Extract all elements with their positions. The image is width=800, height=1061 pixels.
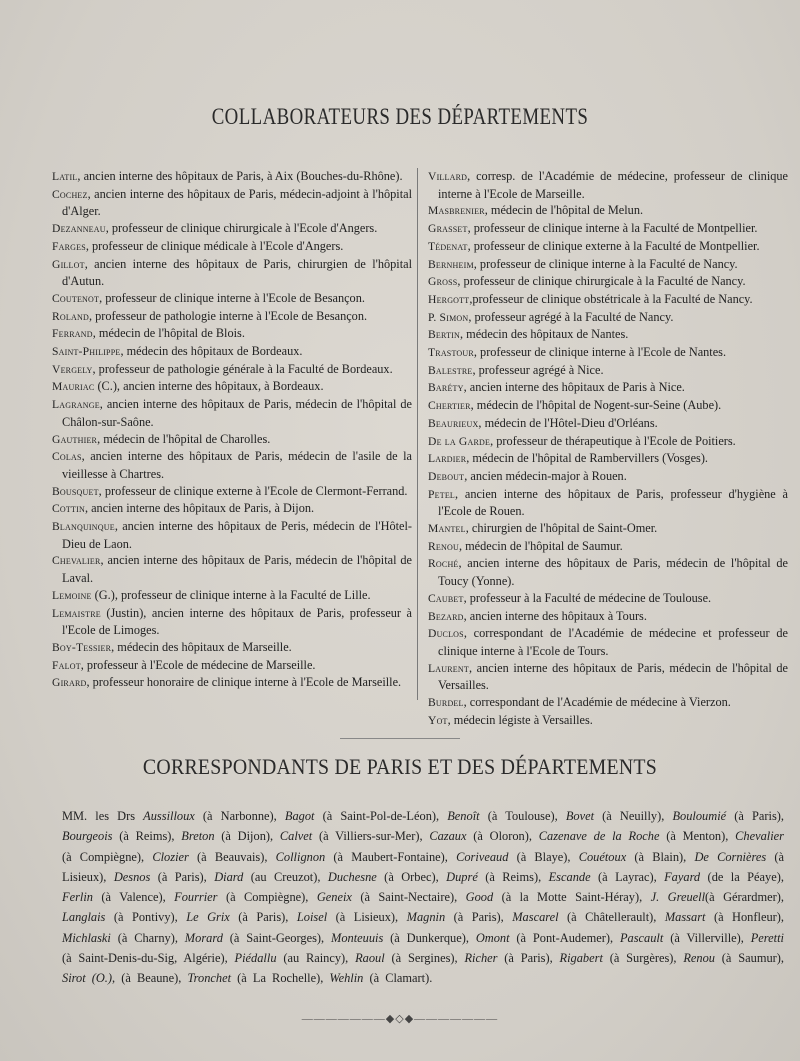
correspondant-name: Sirot (O.) (62, 971, 113, 986)
collaborator-description: , professeur de clinique chirurgicale à la Faculté de Nancy. (457, 274, 746, 289)
collaborator-entry (428, 202, 788, 220)
correspondant-name: Good (465, 890, 494, 905)
correspondant-place: (à Gérardmer), (705, 890, 784, 905)
collaborator-description: , médecin des hôpitaux de Nantes. (460, 327, 629, 342)
correspondant-name: Michlaski (62, 930, 111, 945)
correspondant-place: , (à Beaune), (112, 971, 188, 986)
collaborator-description: , professeur de clinique interne à l'Ecole de Besançon. (99, 290, 365, 305)
correspondant-name: Wehlin (329, 971, 364, 986)
collaborator-entry (52, 552, 412, 586)
correspondant-name: J. Greuell (650, 890, 706, 905)
correspondant-name: De Cornières (694, 849, 767, 864)
collaborator-name: Yot (428, 713, 448, 727)
correspondant-place: (à Compiègne), (62, 849, 153, 864)
collaborator-description: , ancien interne des hôpitaux de Paris, médecin de l'hôpital de Toucy (Yonne). (438, 556, 788, 589)
collaborator-description: , ancien interne des hôpitaux de Paris à Nice. (463, 380, 685, 395)
collaborator-entry (428, 486, 788, 520)
correspondant-name: Monteuuis (331, 930, 384, 945)
collaborator-entry (52, 361, 412, 379)
correspondant-name: Le Grix (186, 910, 230, 925)
collaborator-name: Lemoine (52, 588, 92, 602)
collaborator-description: ,professeur de clinique obstétricale à la Faculté de Nancy. (469, 291, 753, 306)
correspondant-place: (à Valence), (92, 890, 175, 905)
collaborator-description: , ancien interne des hôpitaux de Paris, à Dijon. (84, 501, 315, 516)
collaborator-description: , professeur de clinique interne à la Faculté de Montpellier. (467, 221, 758, 236)
correspondant-place: (à Villiers-sur-Mer), (312, 829, 430, 844)
correspondant-place: (à Narbonne), (194, 809, 285, 823)
collaborator-name: Cochez (52, 187, 88, 201)
correspondant-place: (à Reims), (112, 829, 182, 844)
collaborator-description: , professeur de clinique chirurgicale à l'Ecole d'Angers. (105, 221, 378, 236)
collaborator-entry (52, 605, 412, 639)
collaborator-entry (52, 290, 412, 308)
correspondant-place: (à Dijon), (214, 829, 280, 844)
collaborator-name: Ferrand (52, 327, 93, 341)
collaborator-entry (428, 520, 788, 538)
collaborator-entry (52, 657, 412, 675)
collaborator-entry (52, 674, 412, 692)
collaborator-description: (C.), ancien interne des hôpitaux, à Bordeaux. (94, 379, 324, 394)
correspondant-place: (à Blain), (626, 849, 695, 864)
collaborator-name: Masbrenier (428, 204, 485, 218)
correspondant-name: Pascault (619, 930, 664, 945)
correspondant-place: (à Paris), (150, 869, 215, 884)
correspondants-prefix: MM. les Drs (62, 809, 144, 823)
collaborator-entry (52, 448, 412, 482)
correspondant-place: (à la Motte Saint-Héray), (493, 890, 651, 905)
collaborator-description: , professeur de clinique externe à l'Ecole de Clermont-Ferrand. (98, 483, 408, 498)
correspondant-name: Chevalier (735, 829, 784, 844)
correspondant-place: (à Menton), (659, 829, 736, 844)
correspondant-place: (à Saumur), (714, 951, 784, 966)
correspondant-place: (à Paris), (445, 910, 513, 925)
correspondant-name: Escande (548, 869, 591, 884)
correspondant-name: Cazaux (429, 829, 467, 844)
collaborator-name: Debout (428, 469, 465, 483)
collaborator-entry (428, 291, 788, 309)
correspondant-place: (à Sergines), (384, 951, 465, 966)
collaborator-name: Saint-Philippe (52, 345, 121, 359)
correspondant-place: (à Lisieux), (62, 849, 784, 884)
collaborator-name: Roché (428, 557, 459, 571)
collaborator-description: , médecin de l'Hôtel-Dieu d'Orléans. (478, 415, 658, 430)
collaborator-entry (428, 379, 788, 397)
collaborator-description: , professeur de clinique externe à la Faculté de Montpellier. (467, 238, 760, 253)
collaborator-name: Burdel (428, 696, 464, 710)
collaborator-entry (52, 308, 412, 326)
correspondant-place: (à La Rochelle), (231, 971, 330, 986)
collaborator-entry (428, 608, 788, 626)
collaborator-name: Lardier (428, 452, 467, 466)
collaborator-description: , ancien interne des hôpitaux de Paris, professeur d'hygiène à l'Ecole de Rouen. (438, 486, 788, 519)
collaborator-description: (G.), professeur de clinique interne à la Faculté de Lille. (91, 587, 371, 602)
collaborator-name: Beaurieux (428, 416, 479, 430)
collaborator-description: , médecin des hôpitaux de Marseille. (111, 639, 292, 654)
correspondant-place: (à Dunkerque), (383, 930, 476, 945)
column-divider (417, 168, 418, 700)
correspondant-name: Bourgeois (62, 829, 113, 844)
collaborator-description: (Justin), ancien interne des hôpitaux de Paris, professeur à l'Ecole de Limoges. (62, 605, 412, 638)
collaborator-entry (428, 468, 788, 486)
correspondant-place: (à Lisieux), (327, 910, 407, 925)
collaborator-entry (428, 326, 788, 344)
collaborator-name: Vergely (52, 362, 93, 376)
correspondant-place: (au Creuzot), (243, 869, 328, 884)
correspondant-place: (à Neuilly), (594, 809, 673, 823)
correspondant-name: Bouloumié (672, 809, 727, 823)
collaborator-name: Laurent (428, 661, 469, 675)
correspondant-place: (à Pont-Audemer), (509, 930, 620, 945)
correspondant-name: Benoît (447, 809, 480, 823)
correspondant-place: (à Surgères), (602, 951, 684, 966)
correspondant-place: (à Layrac), (590, 869, 665, 884)
collaborator-name: Coutenot (52, 291, 100, 305)
collaborator-entry (52, 378, 412, 396)
collaborator-entry (52, 639, 412, 657)
correspondant-name: Duchesne (327, 869, 377, 884)
collaborator-name: Roland (52, 309, 89, 323)
collaborator-description: , professeur de pathologie générale à la Faculté de Bordeaux. (92, 361, 393, 376)
correspondant-name: Loisel (296, 910, 328, 925)
collaborator-name: P. Simon (428, 310, 469, 324)
collaborator-description: , ancien interne des hôpitaux à Tours. (463, 608, 647, 623)
correspondant-name: Breton (181, 829, 215, 844)
correspondant-name: Coriveaud (456, 849, 509, 864)
collaborator-description: , professeur à l'Ecole de médecine de Marseille. (80, 657, 316, 672)
collaborator-name: Cottin (52, 502, 85, 516)
collaborator-description: , médecin de l'hôpital de Saumur. (458, 538, 623, 553)
correspondant-name: Fourrier (174, 890, 218, 905)
correspondant-name: Cazenave de la Roche (538, 829, 660, 844)
collaborator-description: , professeur de clinique médicale à l'Ecole d'Angers. (85, 238, 344, 253)
collaborator-description: , ancien interne des hôpitaux de Paris, médecin de l'hôpital de Châlon-sur-Saône. (62, 397, 412, 429)
collaborator-name: Baréty (428, 381, 464, 395)
correspondant-name: Calvet (279, 829, 313, 844)
collaborator-name: De la Garde (428, 434, 491, 448)
collaborator-name: Bernheim (428, 257, 474, 271)
collaborator-entry (428, 220, 788, 238)
correspondant-name: Peretti (750, 930, 784, 945)
correspondant-place: (à Villerville), (663, 930, 751, 945)
collaborator-entry (428, 256, 788, 274)
correspondant-name: Piédallu (234, 951, 277, 966)
collaborator-entry (52, 256, 412, 290)
right-column (428, 168, 788, 730)
correspondant-place: (à Saint-Denis-du-Sig, Algérie), (62, 951, 235, 966)
collaborator-description: , ancien interne des hôpitaux de Peris, médecin de l'Hôtel-Dieu de Laon. (62, 519, 412, 551)
correspondant-name: Langlais (62, 910, 106, 925)
correspondant-place: (à Pontivy), (105, 910, 187, 925)
collaborator-entry (428, 660, 788, 694)
correspondant-name: Clozier (152, 849, 189, 864)
correspondant-name: Collignon (275, 849, 326, 864)
collaborator-name: Latil (52, 170, 78, 183)
correspondant-name: Geneix (316, 890, 352, 905)
collaborator-description: , correspondant de l'Académie de médecine à Vierzon. (463, 695, 731, 710)
correspondant-name: Renou (683, 951, 715, 966)
correspondant-name: Raoul (355, 951, 385, 966)
collaborator-name: Falot (52, 658, 81, 672)
collaborator-name: Bousquet (52, 484, 99, 498)
collaborator-entry (52, 220, 412, 238)
collaborator-description: , ancien interne des hôpitaux de Paris, chirurgien de l'hôpital d'Autun. (62, 256, 412, 289)
collaborator-description: , médecin de l'hôpital de Charolles. (97, 431, 271, 446)
collaborator-name: Duclos (428, 627, 464, 641)
collaborator-description: , médecin légiste à Versailles. (447, 712, 593, 727)
collaborator-name: Chertier (428, 399, 471, 413)
correspondant-place: (à Saint-Pol-de-Léon), (314, 809, 448, 823)
collaborator-entry (52, 343, 412, 361)
correspondant-place: (à Orbec), (376, 869, 447, 884)
correspondant-place: (à Charny), (110, 930, 185, 945)
collaborator-entry (52, 483, 412, 501)
correspondant-name: Desnos (113, 869, 151, 884)
collaborator-entry (428, 309, 788, 327)
correspondant-name: Bagot (284, 809, 315, 823)
collaborator-name: Villard (428, 170, 468, 183)
correspondants-paragraph (62, 806, 784, 989)
correspondant-name: Magnin (406, 910, 446, 925)
correspondant-place: (à Oloron), (466, 829, 539, 844)
collaborator-description: , chirurgien de l'hôpital de Saint-Omer. (465, 521, 658, 536)
ornament-divider: ———————◆◇◆——————— (301, 1013, 499, 1025)
correspondant-name: Diard (214, 869, 244, 884)
correspondant-place: (à Compiègne), (217, 890, 317, 905)
correspondant-name: Dupré (446, 869, 478, 884)
collaborator-entry (428, 694, 788, 712)
collaborator-description: , médecin de l'hôpital de Melun. (484, 203, 644, 218)
collaborator-description: , professeur de thérapeutique à l'Ecole de Poitiers. (490, 433, 736, 448)
collaborator-entry (428, 625, 788, 659)
collaborator-name: Gross (428, 275, 458, 289)
correspondant-place: (à Clamart). (363, 971, 433, 986)
collaborator-name: Chevalier (52, 554, 101, 568)
collaborator-name: Blanquinque (52, 520, 115, 534)
correspondant-place: (à Honfleur), (705, 910, 784, 925)
collaborator-name: Balestre (428, 363, 473, 377)
collaborator-entry (428, 168, 788, 202)
collaborator-name: Colas (52, 450, 82, 464)
collaborator-entry (428, 450, 788, 468)
correspondant-name: Mascarel (512, 910, 559, 925)
section-title-correspondants: CORRESPONDANTS DE PARIS ET DES DÉPARTEMENTS (142, 754, 658, 779)
correspondant-place: (à Saint-Nectaire), (351, 890, 466, 905)
collaborator-entry (428, 415, 788, 433)
collaborator-entry (52, 518, 412, 552)
correspondant-name: Fayard (664, 869, 701, 884)
collaborator-entry (52, 186, 412, 220)
collaborator-description: , médecin de l'hôpital de Nogent-sur-Seine (Aube). (470, 398, 722, 413)
correspondant-place: (de la Péaye), (700, 869, 784, 884)
correspondant-name: Couétoux (578, 849, 627, 864)
correspondant-name: Tronchet (187, 971, 232, 986)
collaborator-name: Grasset (428, 222, 468, 236)
collaborator-entry (428, 555, 788, 589)
collaborator-name: Caubet (428, 591, 464, 605)
collaborator-description: , professeur de clinique interne à la Faculté de Nancy. (473, 256, 738, 271)
collaborator-description: , professeur de clinique interne à l'Ecole de Nantes. (473, 345, 727, 360)
correspondant-place: (à Maubert-Fontaine), (325, 849, 457, 864)
collaborator-description: , ancien interne des hôpitaux de Paris, à Aix (Bouches-du-Rhône). (77, 169, 403, 183)
collaborator-description: , ancien médecin-major à Rouen. (464, 468, 627, 483)
collaborator-entry (428, 344, 788, 362)
collaborator-description: , professeur agrégé à la Faculté de Nancy. (468, 309, 674, 324)
collaborator-name: Gauthier (52, 432, 98, 446)
collaborator-name: Farges (52, 239, 86, 253)
collaborator-description: , médecin de l'hôpital de Rambervillers (Vosges). (466, 451, 708, 466)
collaborator-name: Petel (428, 487, 455, 501)
collaborator-entry (428, 590, 788, 608)
collaborator-description: , ancien interne des hôpitaux de Paris, médecin-adjoint à l'hôpital d'Alger. (62, 186, 412, 219)
collaborator-name: Girard (52, 676, 87, 690)
collaborator-entry (52, 168, 412, 186)
collaborator-description: , médecin de l'hôpital de Blois. (92, 326, 245, 341)
correspondant-place: (à Paris), (726, 809, 785, 823)
correspondant-place: (au Raincy), (276, 951, 356, 966)
correspondant-name: Richer (464, 951, 498, 966)
collaborator-entry (428, 397, 788, 415)
correspondant-name: Rigabert (559, 951, 603, 966)
correspondant-name: Aussilloux (143, 809, 195, 823)
correspondant-place: (à Blaye), (508, 849, 579, 864)
collaborator-description: , médecin des hôpitaux de Bordeaux. (120, 344, 303, 359)
collaborator-entry (428, 238, 788, 256)
collaborator-entry (428, 362, 788, 380)
collaborator-name: Hergott (428, 292, 470, 306)
section-title-collaborateurs: COLLABORATEURS DES DÉPARTEMENTS (211, 104, 589, 129)
correspondant-name: Ferlin (62, 890, 93, 905)
collaborator-description: , professeur agrégé à Nice. (472, 362, 604, 377)
collaborator-entry (428, 273, 788, 291)
correspondant-place: (à Saint-Georges), (222, 930, 331, 945)
collaborator-name: Mantel (428, 522, 466, 536)
collaborator-entry (428, 538, 788, 556)
collaborator-entry (52, 396, 412, 430)
collaborator-name: Lemaistre (52, 606, 101, 620)
collaborator-name: Dezanneau (52, 222, 106, 236)
collaborator-name: Mauriac (52, 380, 95, 394)
collaborator-name: Bertin (428, 328, 461, 342)
collaborator-description: , professeur à la Faculté de médecine de Toulouse. (463, 590, 712, 605)
collaborator-entry (52, 325, 412, 343)
collaborator-name: Lagrange (52, 398, 100, 412)
correspondant-place: (à Reims), (477, 869, 549, 884)
correspondant-name: Massart (664, 910, 706, 925)
collaborator-description: , ancien interne des hôpitaux de Paris, médecin de l'hôpital de Laval. (62, 553, 412, 586)
collaborator-description: , professeur honoraire de clinique interne à l'Ecole de Marseille. (86, 675, 402, 690)
correspondant-name: Omont (475, 930, 510, 945)
correspondant-name: Morard (184, 930, 223, 945)
collaborator-entry (428, 712, 788, 730)
collaborator-name: Bezard (428, 609, 464, 623)
correspondant-place: (à Beauvais), (188, 849, 276, 864)
collaborator-description: , professeur de pathologie interne à l'Ecole de Besançon. (88, 308, 368, 323)
collaborator-description: , ancien interne des hôpitaux de Paris, médecin de l'hôpital de Versailles. (438, 660, 788, 693)
left-column (52, 168, 412, 692)
collaborator-entry (52, 431, 412, 449)
collaborator-name: Boy-Tessier (52, 640, 112, 654)
correspondant-place: (à Toulouse), (479, 809, 566, 823)
collaborator-name: Renou (428, 539, 459, 553)
collaborator-description: , corresp. de l'Académie de médecine, professeur de clinique interne à l'Ecole de Marseille. (438, 169, 788, 201)
correspondant-place: (à Châtellerault), (558, 910, 665, 925)
collaborator-entry (52, 238, 412, 256)
collaborator-entry (428, 433, 788, 451)
section-separator (340, 738, 460, 739)
collaborator-entry (52, 587, 412, 605)
correspondant-place: (à Paris), (229, 910, 297, 925)
collaborator-entry (52, 500, 412, 518)
collaborator-description: , ancien interne des hôpitaux de Paris, médecin de l'asile de la vieillesse à Chartres. (62, 449, 412, 481)
collaborator-name: Trastour (428, 346, 474, 360)
correspondant-place: (à Paris), (497, 951, 560, 966)
correspondant-name: Bovet (565, 809, 595, 823)
collaborator-name: Gillot (52, 257, 85, 271)
collaborator-name: Tédenat (428, 239, 468, 253)
collaborator-description: , correspondant de l'Académie de médecine et professeur de clinique interne à l'Ecole de Tours. (438, 626, 788, 658)
